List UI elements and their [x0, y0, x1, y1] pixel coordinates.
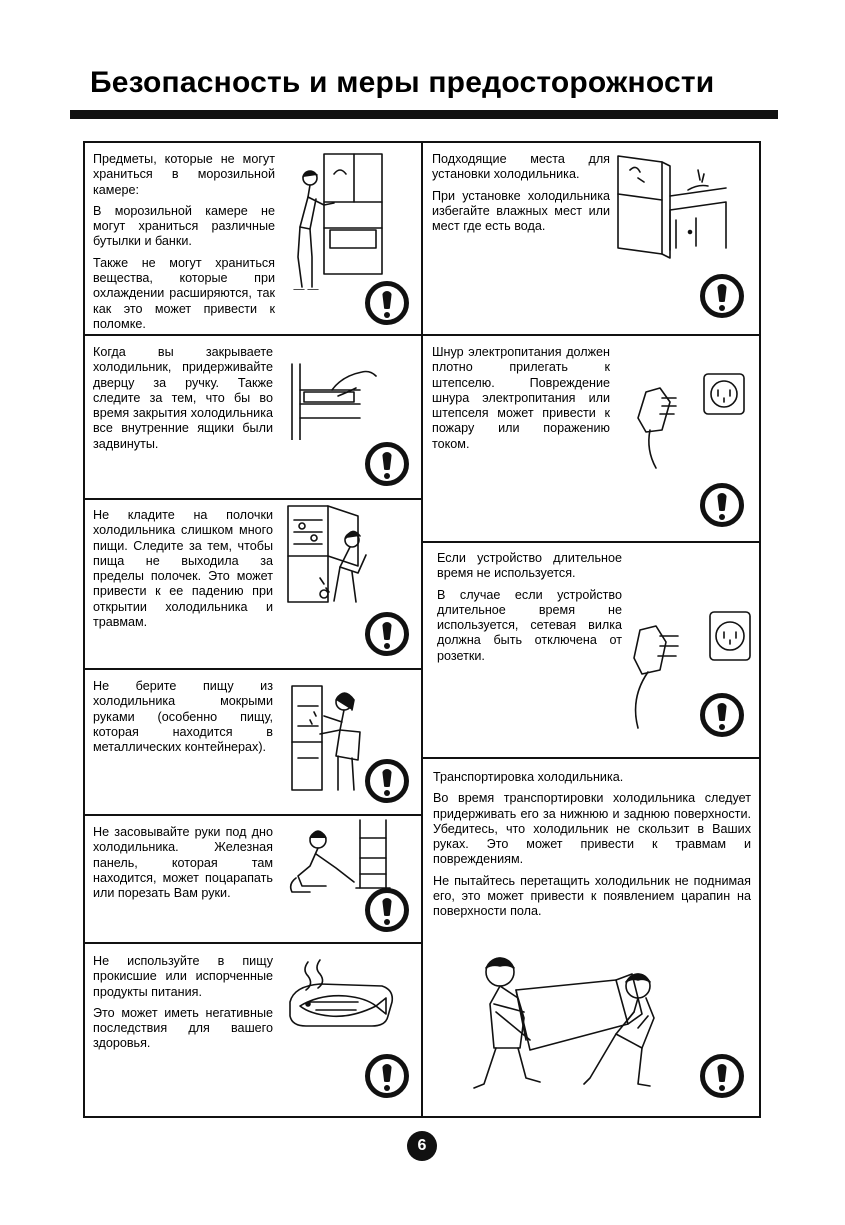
paragraph: Подходящие места для установки холодильника. [432, 152, 610, 182]
woman-hand-under-fridge-illustration [286, 818, 396, 898]
two-men-carrying-fridge-illustration [470, 950, 680, 1100]
paragraph: При установке холодильника избегайте влажных мест или мест где есть вода. [432, 188, 610, 234]
paragraph: Предметы, которые не могут храниться в морозильной камере: [93, 152, 275, 197]
row-divider [422, 541, 760, 543]
right-1-text [432, 152, 610, 234]
paragraph: Если устройство длительное время не используется. [437, 551, 622, 581]
warning-icon [700, 483, 744, 527]
warning-icon [700, 693, 744, 737]
warning-icon [365, 442, 409, 486]
warning-icon [365, 888, 409, 932]
left-6-text [93, 954, 273, 1052]
paragraph: Во время транспортировки холодильника следует придерживать его за нижнюю и заднюю поверхности. Убедитесь, что холодильник не скользит в Ваших руках. Это может привести к травмам и повреждениям. [433, 791, 751, 867]
hand-closing-drawer-illustration [282, 360, 382, 440]
paragraph: Это может иметь негативные последствия для вашего здоровья. [93, 1005, 273, 1051]
warning-icon [365, 759, 409, 803]
row-divider [422, 757, 760, 759]
row-divider [422, 334, 760, 336]
title-rule [70, 110, 778, 119]
left-1-text [93, 152, 275, 332]
paragraph: В случае если устройство длительное время не используется, сетевая вилка должна быть отключена от розетки. [437, 587, 622, 663]
paragraph: Не берите пищу из холодильника мокрыми руками (особенно пищу, которая находится в металлических контейнерах). [93, 679, 273, 755]
left-4-text [93, 679, 273, 755]
row-divider [84, 814, 422, 816]
left-3-text [93, 508, 273, 630]
warning-icon [700, 1054, 744, 1098]
paragraph: Когда вы закрываете холодильник, придерживайте дверцу за ручку. Также следите за тем, что бы во время закрытия холодильника все внутренние ящики были задвинуты. [93, 345, 273, 451]
row-divider [84, 668, 422, 670]
row-divider [84, 498, 422, 500]
row-divider [84, 942, 422, 944]
left-5-text [93, 825, 273, 901]
page-number: 6 [407, 1131, 437, 1161]
paragraph: В морозильной камере не могут храниться различные бутылки и банки. [93, 203, 275, 249]
warning-icon [365, 281, 409, 325]
fridge-near-sink-illustration [612, 150, 727, 265]
warning-icon [365, 612, 409, 656]
plug-and-socket-illustration [622, 368, 752, 478]
spoiled-fish-illustration [286, 958, 396, 1038]
paragraph: Не пытайтесь перетащить холодильник не поднимая его, это может привести к появлением царапин на поверхности пола. [433, 873, 751, 919]
row-divider [84, 334, 422, 336]
warning-icon [700, 274, 744, 318]
paragraph: Не засовывайте руки под дно холодильника. Железная панель, которая там находится, может поцарапать или порезать Вам руки. [93, 825, 273, 901]
right-4-text [433, 770, 751, 920]
right-3-text [437, 551, 622, 664]
right-2-text [432, 345, 610, 452]
paragraph: Не используйте в пищу прокисшие или испорченные продукты питания. [93, 954, 273, 999]
paragraph: Транспортировка холодильника. [433, 770, 624, 784]
left-2-text [93, 345, 273, 452]
column-divider [421, 141, 423, 1118]
paragraph: Не кладите на полочки холодильника слишком много пищи. Следите за тем, чтобы пища не выходила за пределы полочек. Это может привести к ее падению при открытии холодильника и травмам. [93, 508, 273, 630]
paragraph: Также не могут храниться вещества, которые при охлаждении расширяются, так как это может привести к поломке. [93, 255, 275, 331]
woman-at-freezer-illustration [286, 150, 386, 290]
food-falling-illustration [280, 502, 385, 607]
warning-icon [365, 1054, 409, 1098]
paragraph: Шнур электропитания должен плотно прилегать к штепселю. Повреждение шнура электропитания или штепселя может привести к пожару или поражению током. [432, 345, 610, 451]
page-title: Безопасность и меры предосторожности [90, 66, 715, 99]
